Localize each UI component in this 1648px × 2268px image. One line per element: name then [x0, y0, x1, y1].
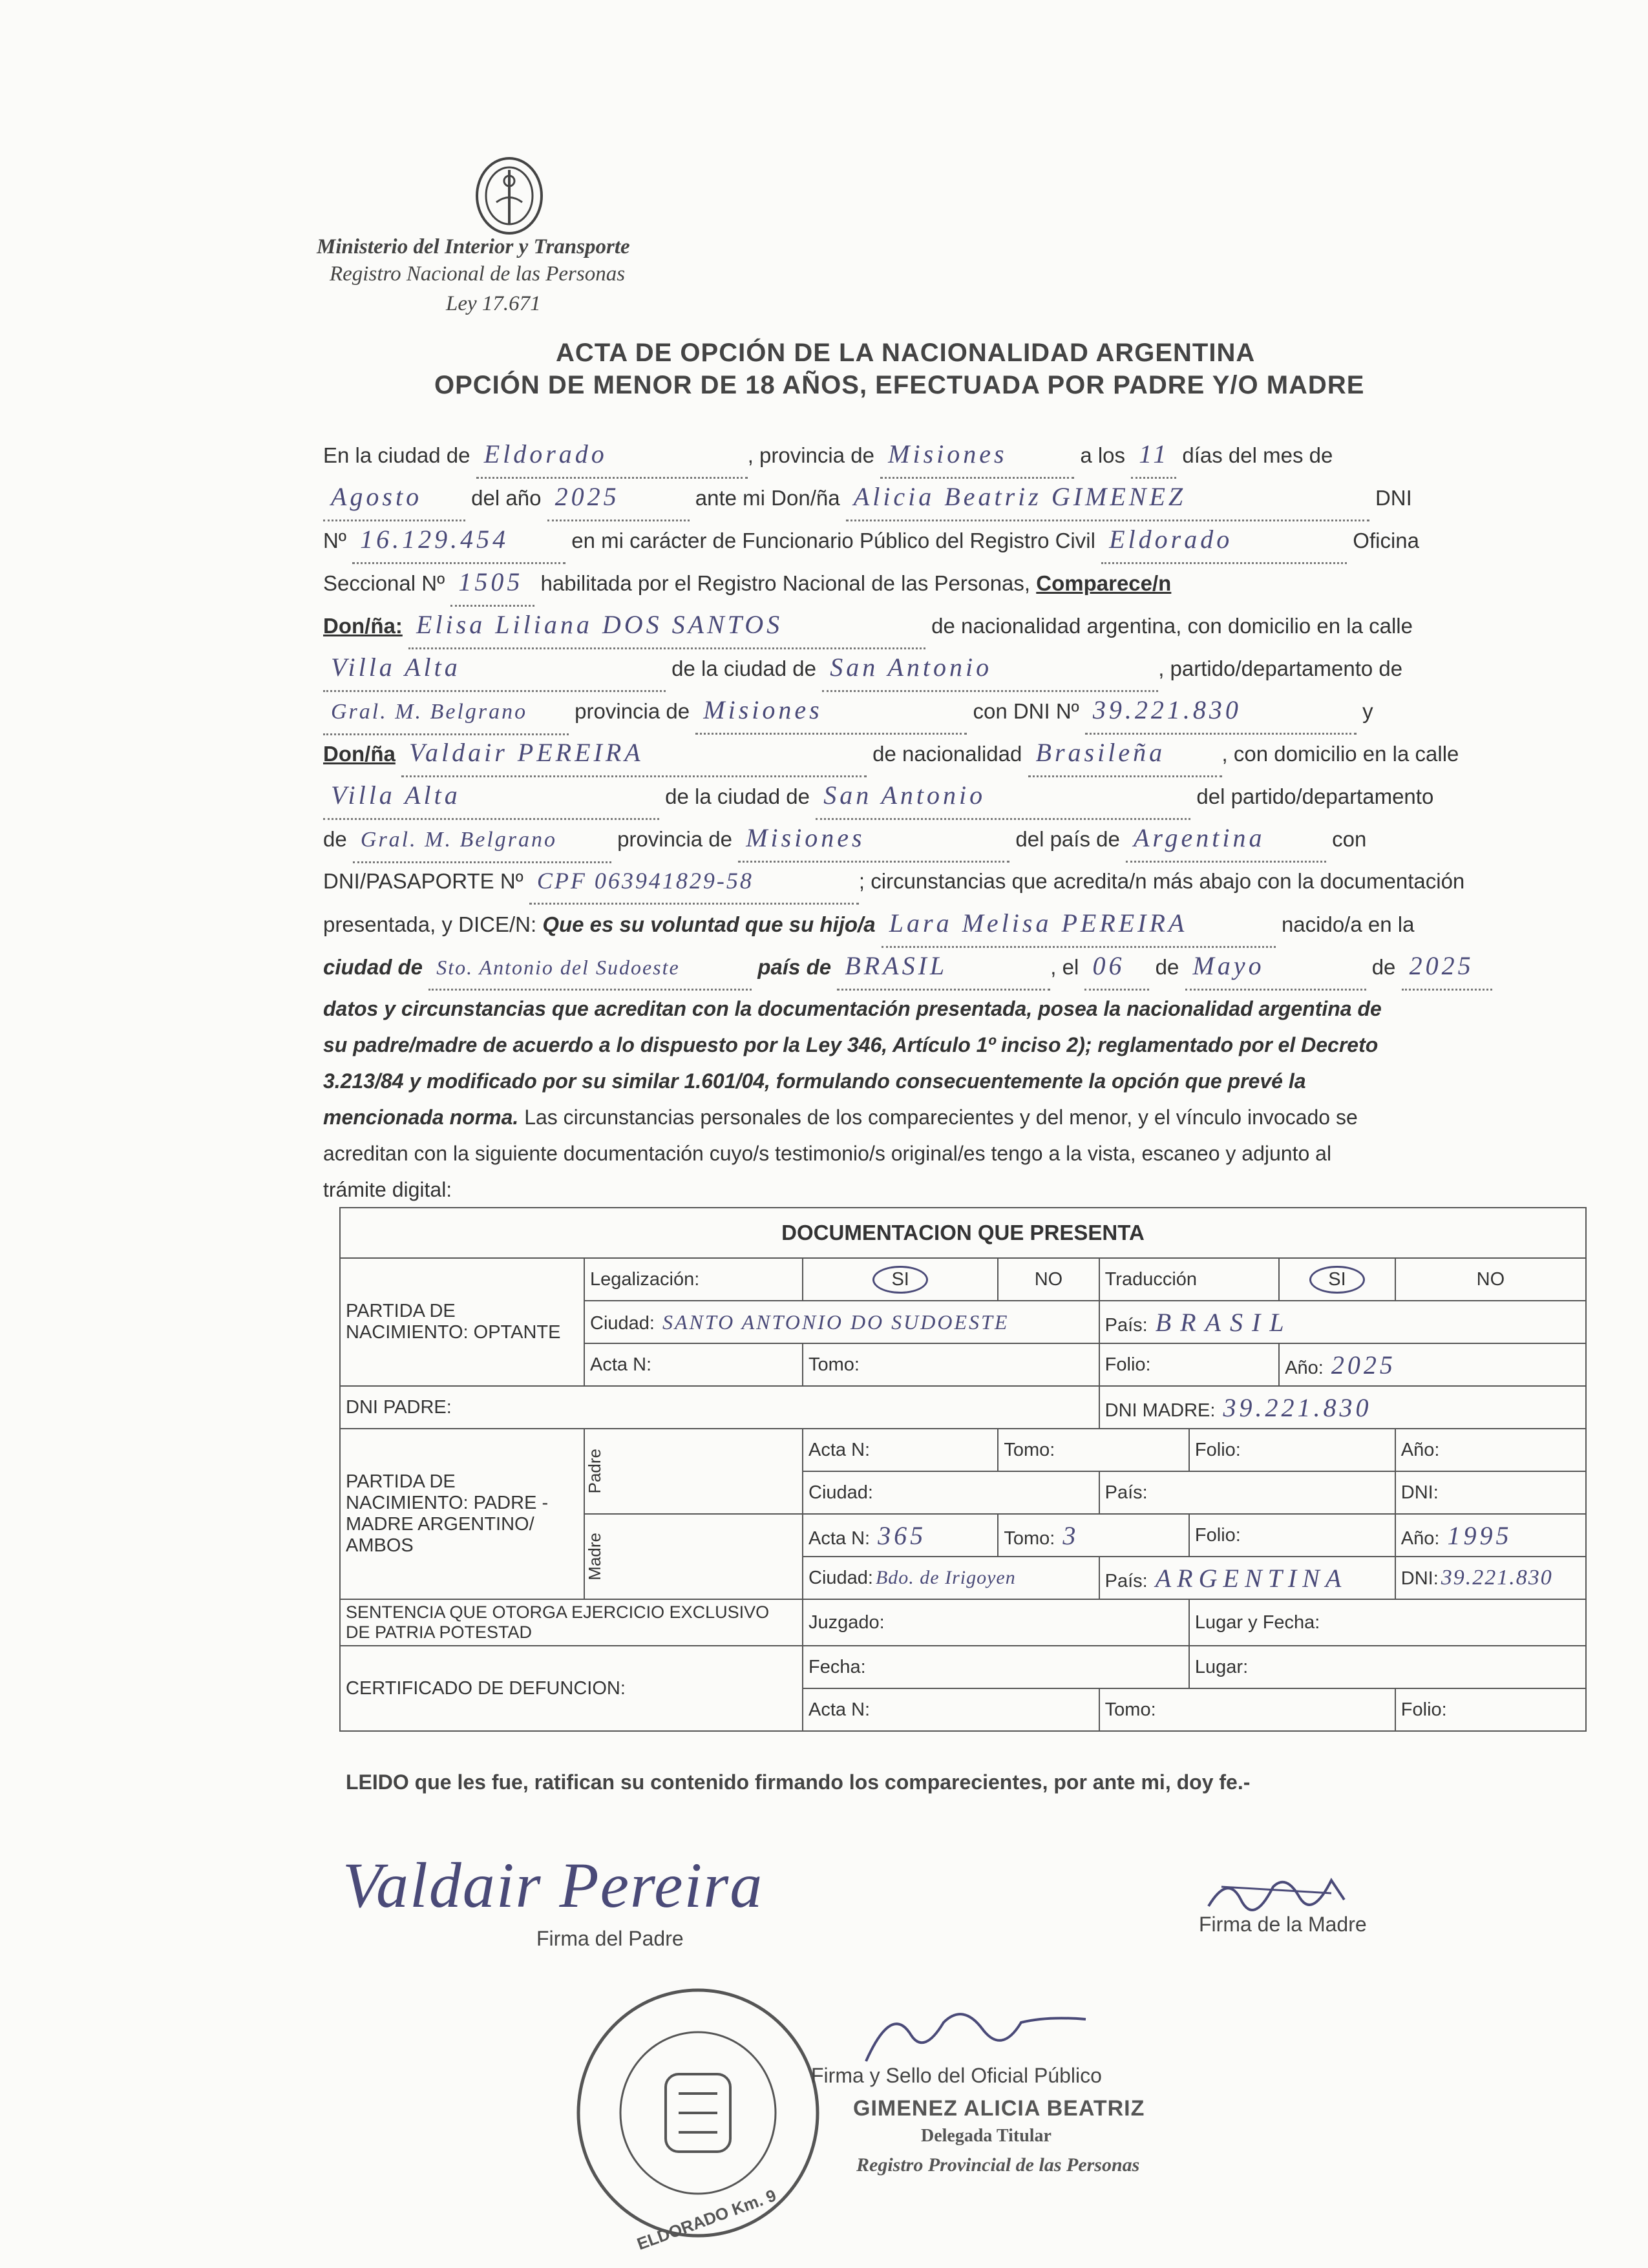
documentation-table: [339, 1207, 1587, 1732]
oficial-field: Alicia Beatriz GIMENEZ: [846, 476, 1369, 521]
form-line-8: Don/ña Valdair PEREIRA de nacionalidad Brasileña , con domicilio en la calle: [323, 731, 1564, 777]
traduccion-no: NO: [1395, 1258, 1586, 1301]
sentencia-label: SENTENCIA QUE OTORGA EJERCICIO EXCLUSIVO DE PATRIA POTESTAD: [340, 1599, 803, 1646]
legalizacion-si: SI: [803, 1258, 998, 1301]
ciudad-nac-field: Sto. Antonio del Sudoeste: [428, 946, 752, 991]
provincia1-field: Misiones: [695, 689, 967, 735]
optante-pais-cell: País: BRASIL: [1099, 1301, 1586, 1343]
document-subtitle: OPCIÓN DE MENOR DE 18 AÑOS, EFECTUADA POR PADRE Y/O MADRE: [434, 371, 1365, 399]
doc2-field: CPF 063941829-58: [529, 859, 859, 905]
partida-optante-label: PARTIDA DE NACIMIENTO: OPTANTE: [340, 1258, 584, 1386]
certificado-label: CERTIFICADO DE DEFUNCION:: [340, 1646, 803, 1731]
ciudad-field: Eldorado: [476, 433, 748, 479]
oficial-role: Delegada Titular: [921, 2126, 1051, 2146]
seal-bottom-text: ELDORADO Km. 9: [634, 2185, 779, 2254]
traduccion-label: Traducción: [1099, 1258, 1280, 1301]
legal-line-4: mencionada norma. Las circunstancias personales de los comparecientes y del menor, y el vínculo invocado se: [323, 1106, 1358, 1129]
menor-field: Lara Melisa PEREIRA: [882, 902, 1276, 948]
ministry-name: Ministerio del Interior y Transporte: [317, 235, 630, 258]
law-number: Ley 17.671: [446, 292, 541, 315]
optante-anio-cell: Año: 2025: [1279, 1343, 1586, 1386]
certificado-lugar-cell: Lugar:: [1189, 1646, 1586, 1688]
document-title: ACTA DE OPCIÓN DE LA NACIONALIDAD ARGENTINA: [556, 339, 1256, 367]
padre-signature-label: Firma del Padre: [536, 1927, 684, 1950]
form-line-3: Nº 16.129.454 en mi carácter de Funcionario Público del Registro Civil Eldorado Oficina: [323, 518, 1564, 564]
madre-tomo-cell: Tomo: 3: [998, 1514, 1189, 1557]
certificado-tomo-cell: Tomo:: [1099, 1688, 1395, 1731]
madre-acta-cell: Acta N: 365: [803, 1514, 998, 1557]
padre-dni-cell: DNI:: [1395, 1471, 1586, 1514]
oficial-name: GIMENEZ ALICIA BEATRIZ: [853, 2096, 1145, 2121]
legal-line-3: 3.213/84 y modificado por su similar 1.601/04, formulando consecuentemente la opción que prevé la: [323, 1069, 1306, 1093]
pais-nac-field: BRASIL: [837, 945, 1050, 991]
anio-field: 2025: [547, 476, 690, 521]
padre-folio-cell: Folio:: [1189, 1429, 1395, 1471]
madre-folio-cell: Folio:: [1189, 1514, 1395, 1557]
dni-padre-cell: DNI PADRE:: [340, 1386, 1099, 1429]
pais2-field: Argentina: [1126, 817, 1326, 863]
compareciente2-field: Valdair PEREIRA: [401, 731, 867, 777]
seccional-field: 1505: [450, 561, 534, 607]
dia-field: 11: [1131, 433, 1176, 479]
optante-tomo-cell: Tomo:: [803, 1343, 1099, 1386]
legal-line-5: acreditan con la siguiente documentación cuyo/s testimonio/s original/es tengo a la vista, escaneo y adjunto al: [323, 1142, 1332, 1165]
madre-ciudad-cell: Ciudad: Bdo. de Irigoyen: [803, 1557, 1099, 1599]
madre-label: Madre: [584, 1514, 803, 1599]
registry-name: Registro Nacional de las Personas: [330, 262, 626, 286]
oficial-signature-label: Firma y Sello del Oficial Público: [811, 2064, 1102, 2087]
certificado-folio-cell: Folio:: [1395, 1688, 1586, 1731]
oficial-dni-field: 16.129.454: [352, 518, 565, 564]
anio-nac-field: 2025: [1402, 945, 1492, 991]
legalizacion-label: Legalización:: [584, 1258, 803, 1301]
form-line-7: Gral. M. Belgrano provincia de Misiones con DNI Nº 39.221.830 y: [323, 689, 1564, 735]
optante-folio-cell: Folio:: [1099, 1343, 1280, 1386]
padre-tomo-cell: Tomo:: [998, 1429, 1189, 1471]
legal-line-2: su padre/madre de acuerdo a lo dispuesto por la Ley 346, Artículo 1º inciso 2); reglamentado por el Decreto: [323, 1033, 1379, 1056]
legalizacion-no: NO: [998, 1258, 1099, 1301]
form-line-10: de Gral. M. Belgrano provincia de Misiones del país de Argentina con: [323, 817, 1564, 863]
oficial-signature-mark: [853, 1997, 1099, 2068]
padre-acta-cell: Acta N:: [803, 1429, 998, 1471]
legal-line-6: trámite digital:: [323, 1178, 452, 1201]
table-heading: DOCUMENTACION QUE PRESENTA: [340, 1208, 1586, 1258]
mes-nac-field: Mayo: [1185, 945, 1366, 991]
partida-padres-label: PARTIDA DE NACIMIENTO: PADRE - MADRE ARGENTINO/ AMBOS: [340, 1429, 584, 1599]
oficial-org: Registro Provincial de las Personas: [856, 2154, 1140, 2176]
form-line-4: Seccional Nº 1505 habilitada por el Registro Nacional de las Personas, Comparece/n: [323, 561, 1564, 607]
certificado-acta-cell: Acta N:: [803, 1688, 1099, 1731]
compareciente1-field: Elisa Liliana DOS SANTOS: [408, 604, 925, 649]
madre-pais-cell: País: ARGENTINA: [1099, 1557, 1395, 1599]
juzgado-cell: Juzgado:: [803, 1599, 1189, 1646]
optante-ciudad-cell: Ciudad: SANTO ANTONIO DO SUDOESTE: [584, 1301, 1099, 1343]
form-line-6: Villa Alta de la ciudad de San Antonio , partido/departamento de: [323, 646, 1564, 692]
certificado-fecha-cell: Fecha:: [803, 1646, 1189, 1688]
dni1-field: 39.221.830: [1085, 689, 1357, 735]
coat-of-arms-icon: [470, 154, 548, 238]
padre-pais-cell: País:: [1099, 1471, 1395, 1514]
nacionalidad2-field: Brasileña: [1028, 731, 1222, 777]
calle2-field: Villa Alta: [323, 774, 659, 820]
form-line-2: Agosto del año 2025 ante mi Don/ña Alicia Beatriz GIMENEZ DNI: [323, 476, 1564, 521]
mes-field: Agosto: [323, 476, 465, 521]
provincia-field: Misiones: [880, 433, 1074, 479]
traduccion-si: SI: [1279, 1258, 1395, 1301]
calle1-field: Villa Alta: [323, 646, 666, 692]
form-line-11: DNI/PASAPORTE Nº CPF 063941829-58 ; circunstancias que acredita/n más abajo con la documentación: [323, 859, 1564, 905]
partido1-field: Gral. M. Belgrano: [323, 690, 569, 735]
ciudad1-field: San Antonio: [822, 646, 1158, 692]
official-seal: [569, 1984, 827, 2242]
madre-dni-cell: DNI: 39.221.830: [1395, 1557, 1586, 1599]
registro-civil-field: Eldorado: [1101, 518, 1347, 564]
madre-anio-cell: Año: 1995: [1395, 1514, 1586, 1557]
ciudad2-field: San Antonio: [816, 774, 1190, 820]
form-line-1: En la ciudad de Eldorado , provincia de Misiones a los 11 días del mes de: [323, 433, 1564, 479]
lugar-fecha-cell: Lugar y Fecha:: [1189, 1599, 1586, 1646]
dia-nac-field: 06: [1084, 945, 1149, 991]
form-line-13: ciudad de Sto. Antonio del Sudoeste país de BRASIL , el 06 de Mayo de 2025: [323, 945, 1564, 991]
optante-acta-cell: Acta N:: [584, 1343, 803, 1386]
padre-anio-cell: Año:: [1395, 1429, 1586, 1471]
form-line-9: Villa Alta de la ciudad de San Antonio del partido/departamento: [323, 774, 1564, 820]
partido2-field: Gral. M. Belgrano: [353, 818, 611, 863]
dni-madre-cell: DNI MADRE: 39.221.830: [1099, 1386, 1586, 1429]
padre-ciudad-cell: Ciudad:: [803, 1471, 1099, 1514]
provincia2-field: Misiones: [738, 817, 1009, 863]
madre-signature-label: Firma de la Madre: [1199, 1913, 1367, 1936]
legal-line-1: datos y circunstancias que acreditan con la documentación presentada, posea la nacionalidad argentina de: [323, 997, 1382, 1020]
form-line-12: presentada, y DICE/N: Que es su voluntad que su hijo/a Lara Melisa PEREIRA nacido/a en la: [323, 902, 1564, 948]
padre-signature: Valdair Pereira: [343, 1849, 764, 1921]
form-line-5: Don/ña: Elisa Liliana DOS SANTOS de nacionalidad argentina, con domicilio en la calle: [323, 604, 1564, 649]
padre-label: Padre: [584, 1429, 803, 1514]
closing-statement: LEIDO que les fue, ratifican su contenido firmando los comparecientes, por ante mi, doy fe.-: [346, 1770, 1251, 1794]
